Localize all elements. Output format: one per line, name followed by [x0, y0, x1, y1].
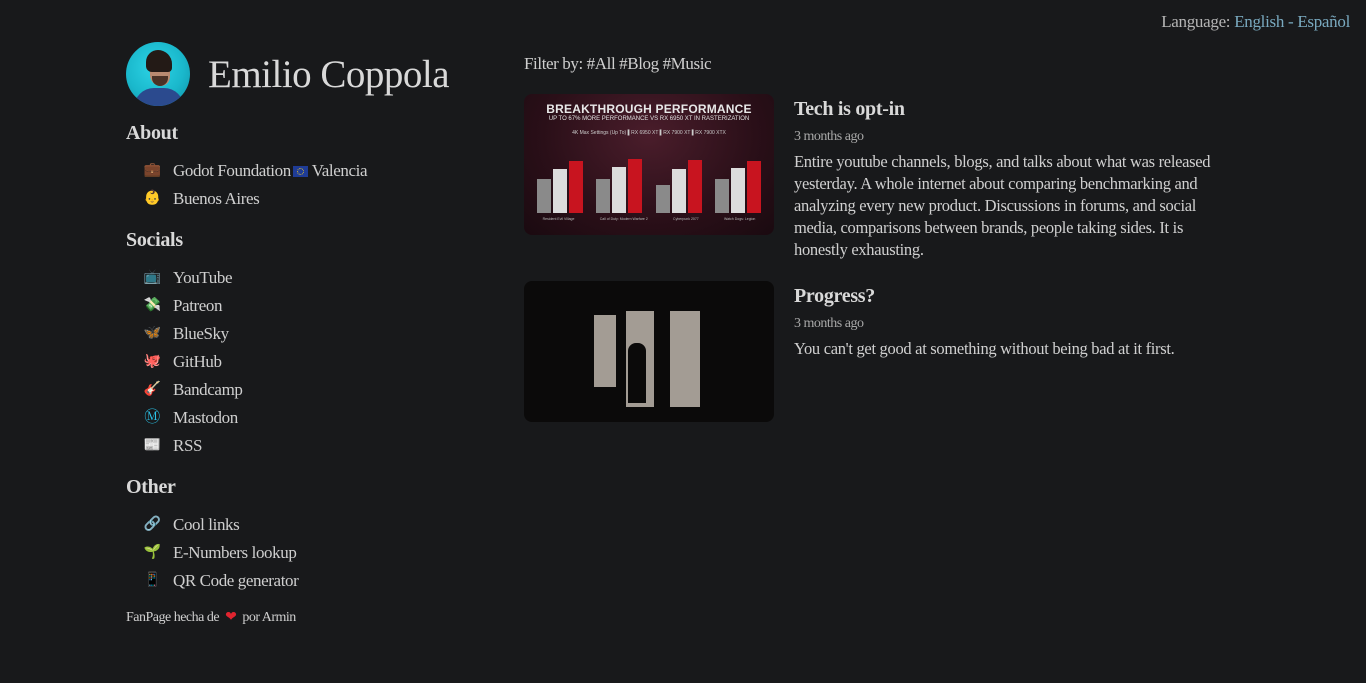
- profile-name: Emilio Coppola: [208, 52, 450, 96]
- eu-flag-icon: [293, 166, 308, 177]
- post-card[interactable]: [524, 281, 1244, 422]
- social-item-rss[interactable]: [143, 432, 486, 460]
- socials-heading: Socials: [126, 229, 183, 251]
- socials-list: [126, 264, 486, 460]
- github-link[interactable]: GitHub: [173, 352, 222, 371]
- about-item-birthplace: [143, 185, 486, 213]
- tv-icon: 📺: [143, 270, 161, 285]
- cool-links-link[interactable]: Cool links: [173, 515, 240, 534]
- filter-bar: [524, 54, 1244, 74]
- language-espanol-link[interactable]: Español: [1297, 12, 1350, 31]
- post-thumbnail[interactable]: [524, 94, 774, 235]
- bandcamp-link[interactable]: Bandcamp: [173, 380, 243, 399]
- qr-code-link[interactable]: QR Code generator: [173, 571, 299, 590]
- mobile-phone-icon: 📱: [143, 573, 161, 588]
- m-circle-icon: Ⓜ: [144, 409, 160, 426]
- post-title[interactable]: Progress?: [794, 285, 875, 307]
- social-item-bluesky[interactable]: [143, 320, 486, 348]
- seedling-icon: 🌱: [143, 545, 161, 560]
- other-list: [126, 511, 486, 595]
- social-item-mastodon[interactable]: [143, 404, 486, 432]
- post-excerpt: You can't get good at something without being bad at it first.: [794, 339, 1175, 358]
- post-date: 3 months ago: [794, 129, 864, 144]
- money-wings-icon: 💸: [143, 298, 161, 313]
- post-date: 3 months ago: [794, 316, 864, 331]
- about-heading: About: [126, 122, 178, 144]
- butterfly-icon: 🦋: [143, 326, 161, 341]
- other-item-qr-code[interactable]: [143, 567, 486, 595]
- newspaper-icon: 📰: [143, 438, 161, 453]
- link-icon: 🔗: [143, 517, 161, 532]
- heart-icon: ❤: [225, 610, 237, 625]
- post-excerpt: Entire youtube channels, blogs, and talks about what was released yesterday. A whole internet about comparing benchmarking and analyzing every new product. Discussions in forums, and social media, comparisons between brands, people taking sides. It is honestly exhausting.: [794, 152, 1211, 259]
- language-switcher: [1161, 12, 1350, 32]
- mastodon-link[interactable]: Mastodon: [173, 408, 238, 427]
- thumbnail-game-labels: Resident Evil Village Call of Duty: Modern Warfare 2 Cyberpunk 2077 Watch Dogs: Legion: [542, 217, 756, 221]
- social-item-youtube[interactable]: [143, 264, 486, 292]
- filter-tag-music[interactable]: #Music: [662, 54, 712, 73]
- social-item-github[interactable]: [143, 348, 486, 376]
- youtube-link[interactable]: YouTube: [173, 268, 233, 287]
- other-heading: Other: [126, 476, 176, 498]
- footer-prefix: FanPage hecha de: [126, 610, 220, 625]
- language-english-link[interactable]: English: [1234, 12, 1285, 31]
- footer-suffix: por Armin: [242, 610, 296, 625]
- post-thumbnail[interactable]: [524, 281, 774, 422]
- filter-tag-blog[interactable]: #Blog: [619, 54, 659, 73]
- about-item-work: [143, 157, 486, 185]
- post-content: [794, 281, 1224, 422]
- footer-credit: [126, 609, 486, 626]
- godot-foundation-link[interactable]: Godot Foundation: [173, 161, 291, 180]
- thumbnail-bar-chart: [530, 143, 768, 213]
- language-label: Language:: [1161, 12, 1231, 31]
- birthplace-label: Buenos Aires: [173, 189, 260, 208]
- post-card[interactable]: [524, 94, 1244, 261]
- main-content: [524, 54, 1244, 422]
- e-numbers-link[interactable]: E-Numbers lookup: [173, 543, 297, 562]
- other-item-e-numbers[interactable]: [143, 539, 486, 567]
- language-separator: -: [1288, 12, 1294, 31]
- social-item-bandcamp[interactable]: [143, 376, 486, 404]
- social-item-patreon[interactable]: [143, 292, 486, 320]
- post-title[interactable]: Tech is opt-in: [794, 98, 905, 120]
- location-valencia: Valencia: [311, 161, 368, 180]
- bluesky-link[interactable]: BlueSky: [173, 324, 229, 343]
- avatar: [126, 42, 190, 106]
- patreon-link[interactable]: Patreon: [173, 296, 223, 315]
- post-content: [794, 94, 1224, 261]
- about-list: [126, 157, 486, 213]
- thumbnail-subtitle: UP TO 67% MORE PERFORMANCE VS RX 6950 XT IN RASTERIZATION: [548, 116, 750, 122]
- sidebar: [126, 42, 486, 626]
- profile-header: [126, 42, 486, 106]
- baby-icon: 👶: [143, 191, 161, 206]
- octopus-icon: 🐙: [143, 354, 161, 369]
- rss-link[interactable]: RSS: [173, 436, 203, 455]
- thumbnail-title: BREAKTHROUGH PERFORMANCE: [546, 102, 752, 116]
- briefcase-icon: 💼: [143, 163, 161, 178]
- other-item-cool-links[interactable]: [143, 511, 486, 539]
- filter-label: Filter by:: [524, 54, 583, 73]
- guitar-icon: 🎸: [143, 382, 161, 397]
- thumbnail-legend: 4K Max Settings (Up To) ▌RX 6950 XT ▌RX 7900 XT ▌RX 7900 XTX: [572, 130, 726, 136]
- filter-tag-all[interactable]: #All: [586, 54, 616, 73]
